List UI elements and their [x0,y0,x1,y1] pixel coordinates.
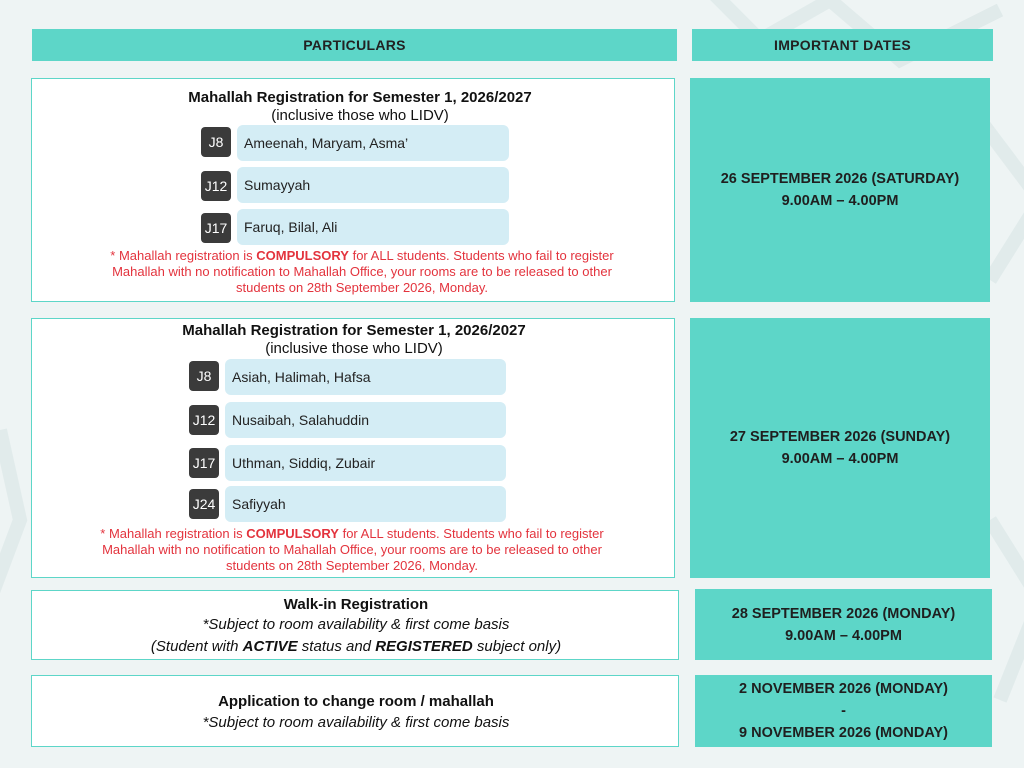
block-code-badge: J12 [201,171,231,201]
mahallah-names: Ameenah, Maryam, Asma’ [237,125,509,161]
mahallah-block-row [201,125,511,161]
important-dates-header [692,29,993,61]
registration-card-1-subtitle: (inclusive those who LIDV) [271,107,449,124]
time-text: 9.00AM – 4.00PM [781,451,899,467]
mahallah-block-row [189,486,509,522]
mahallah-block-row [201,167,511,203]
date-separator: - [841,703,846,719]
date-text: 27 SEPTEMBER 2026 (SUNDAY) [729,429,951,445]
compulsory-note [77,526,627,574]
date-box-3 [695,589,992,660]
block-code-badge: J24 [189,489,219,519]
mahallah-names: Safiyyah [225,486,506,522]
registration-card-2-title: Mahallah Registration for Semester 1, 2026/2027 [182,322,526,339]
note-text: * Mahallah registration is [110,248,257,263]
walk-in-eligibility-note [32,636,680,658]
mahallah-names: Nusaibah, Salahuddin [225,402,506,438]
date-text: 2 NOVEMBER 2026 (MONDAY) [739,681,948,697]
eligibility-emphasis: ACTIVE [242,638,298,655]
block-code-badge: J17 [201,213,231,243]
particulars-header [32,29,677,61]
block-code-badge: J8 [189,361,219,391]
note-emphasis: COMPULSORY [256,248,349,263]
date-text: 28 SEPTEMBER 2026 (MONDAY) [731,605,956,622]
important-dates-header-label: IMPORTANT DATES [774,37,911,53]
mahallah-block-row [201,209,511,245]
eligibility-text: subject only) [472,638,562,655]
note-text: for ALL students. Students who fail to register Mahallah with no notification to Mahallah Office, your rooms are to be released to other students on 28th September 2026, Monday. [102,526,604,573]
mahallah-names: Faruq, Bilal, Ali [237,209,509,245]
eligibility-emphasis: REGISTERED [375,638,473,655]
mahallah-block-row [189,359,509,395]
time-text: 9.00AM – 4.00PM [781,193,899,209]
registration-card-2-subtitle: (inclusive those who LIDV) [265,340,443,357]
change-room-availability-note: *Subject to room availability & first come basis [202,714,510,731]
block-code-badge: J17 [189,448,219,478]
registration-card-2 [31,318,675,578]
block-code-badge: J12 [189,405,219,435]
mahallah-block-row [189,402,509,438]
eligibility-text: status and [297,638,376,655]
mahallah-names: Uthman, Siddiq, Zubair [225,445,506,481]
particulars-header-label: PARTICULARS [303,37,406,53]
date-box-2 [690,318,990,578]
date-box-1 [690,78,990,302]
eligibility-text: (Student with [150,638,243,655]
walk-in-card [31,590,679,660]
change-room-title: Application to change room / mahallah [218,693,494,710]
walk-in-availability-note: *Subject to room availability & first come basis [202,616,510,633]
note-text: * Mahallah registration is [100,526,247,541]
compulsory-note [92,248,632,296]
note-emphasis: COMPULSORY [246,526,339,541]
change-room-card [31,675,679,747]
walk-in-title: Walk-in Registration [283,596,429,613]
note-text: for ALL students. Students who fail to register Mahallah with no notification to Mahallah Office, your rooms are to be released to other students on 28th September 2026, Monday. [112,248,614,295]
block-code-badge: J8 [201,127,231,157]
mahallah-block-row [189,445,509,481]
date-text: 26 SEPTEMBER 2026 (SATURDAY) [720,171,960,187]
mahallah-names: Asiah, Halimah, Hafsa [225,359,506,395]
date-text: 9 NOVEMBER 2026 (MONDAY) [739,725,948,741]
registration-card-1 [31,78,675,302]
date-box-4 [695,675,992,747]
mahallah-names: Sumayyah [237,167,509,203]
registration-card-1-title: Mahallah Registration for Semester 1, 2026/2027 [188,89,532,106]
time-text: 9.00AM – 4.00PM [785,627,902,644]
